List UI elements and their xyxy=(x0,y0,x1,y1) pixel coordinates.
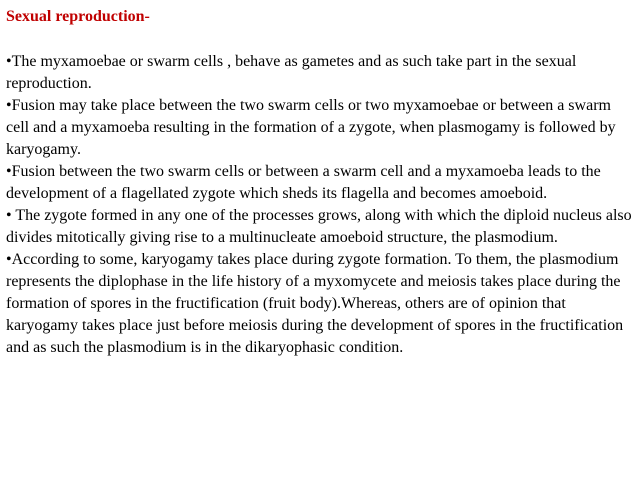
slide-title: Sexual reproduction- xyxy=(6,8,150,25)
bullet-paragraph-plasmodium: • The zygote formed in any one of the processes grows, along with which the diploid nucleus also divides mitotically giving rise to a multinucleate amoeboid structure, the plasmodium. xyxy=(6,207,632,246)
bullet-paragraph-karyogamy: •According to some, karyogamy takes place during zygote formation. To them, the plasmodium represents the diplophase in the life history of a myxomycete and meiosis takes place during the formation of spores in the fructification (fruit body).Whereas, others are of opinion that karyogamy takes place just before meiosis during the development of spores in the fructification and as such the plasmodium is in the dikaryophasic condition. xyxy=(6,251,624,356)
bullet-paragraph-gametes: •The myxamoebae or swarm cells , behave as gametes and as such take part in the sexual reproduction. xyxy=(6,53,577,92)
bullet-paragraph-flagellated-zygote: •Fusion between the two swarm cells or between a swarm cell and a myxamoeba leads to the development of a flagellated zygote which sheds its flagella and becomes amoeboid. xyxy=(6,163,601,202)
bullet-paragraph-fusion: •Fusion may take place between the two swarm cells or two myxamoebae or between a swarm cell and a myxamoeba resulting in the formation of a zygote, when plasmogamy is followed by karyogamy. xyxy=(6,97,616,158)
slide-body xyxy=(6,51,632,359)
